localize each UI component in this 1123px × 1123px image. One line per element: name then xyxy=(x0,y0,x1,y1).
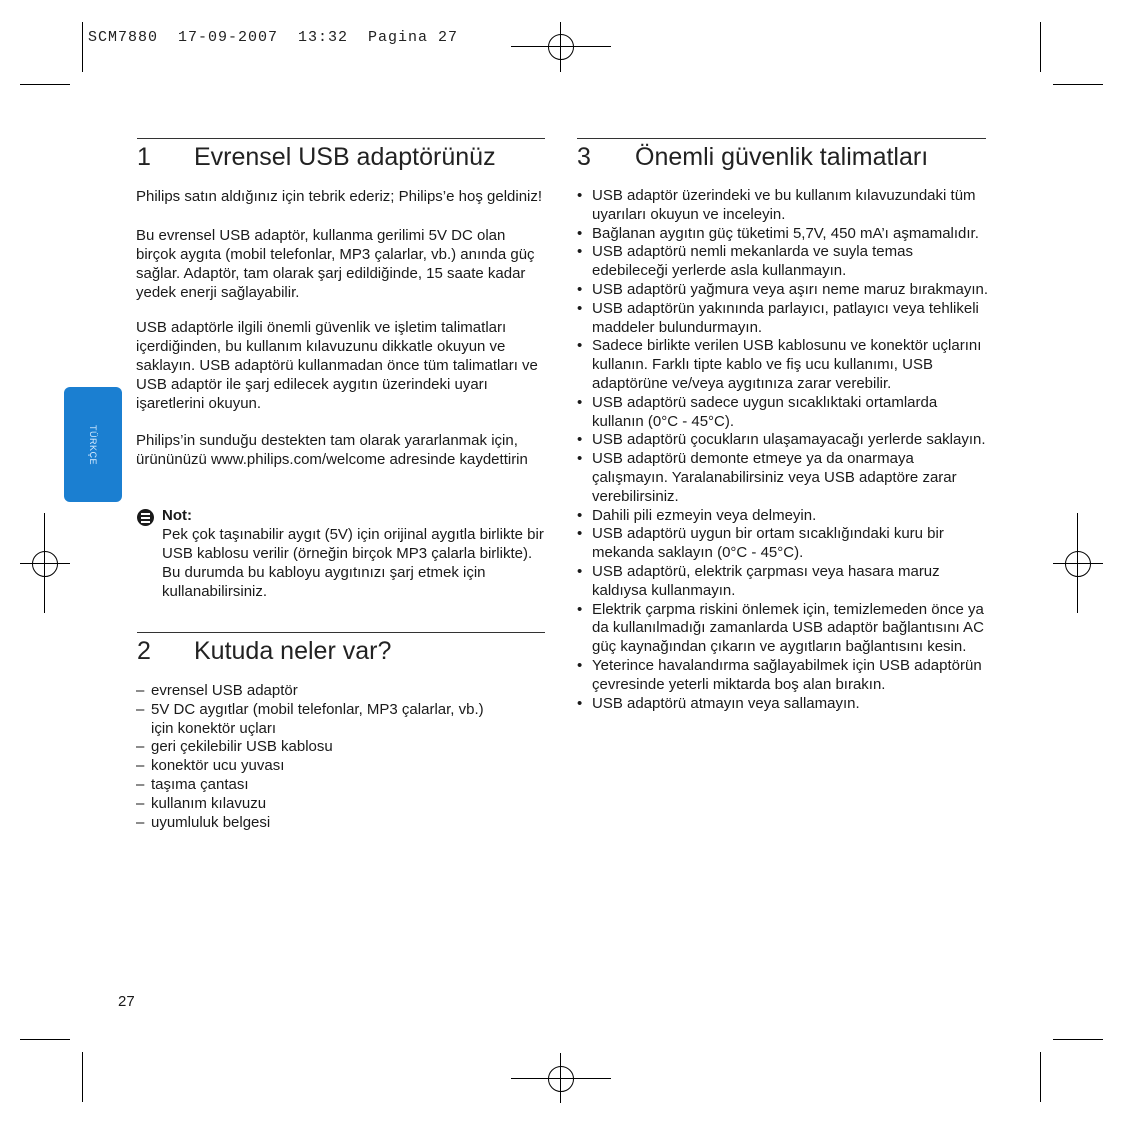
paragraph: Philips’in sunduğu destekten tam olarak yararlanmak için, ürününüzü www.philips.com/welcome adresinde kaydettirin xyxy=(136,432,528,468)
section2-rule xyxy=(137,632,545,633)
note-paragraph: Pek çok taşınabilir aygıt (5V) için orijinal aygıtla birlikte bir USB kablosu verilir (örneğin birçok MP3 çalarla birlikte). Bu durumda bu kabloyu aygıtınızı şarj etmek için kullanabilirsiniz. xyxy=(162,526,544,600)
page-number: 27 xyxy=(118,993,135,1010)
section2-title: Kutuda neler var? xyxy=(194,637,392,665)
print-slug: SCM7880 17-09-2007 13:32 Pagina 27 xyxy=(88,29,459,46)
list-item: – uyumluluk belgesi xyxy=(136,814,506,833)
list-item: – 5V DC aygıtlar (mobil telefonlar, MP3 çalarlar, vb.) için konektör uçları xyxy=(136,701,506,739)
section3-heading xyxy=(577,143,986,175)
note-label: Not: xyxy=(162,507,192,524)
list-item: – konektör ucu yuvası xyxy=(136,757,506,776)
section1-para4 xyxy=(136,431,556,469)
language-tab xyxy=(64,387,122,502)
section1-number: 1 xyxy=(137,143,151,171)
paragraph: Bu evrensel USB adaptör, kullanma gerilimi 5V DC olan birçok aygıta (mobil telefonlar, MP3 çalarlar, vb.) anında güç sağlar. Adaptör, tam olarak şarj edildiğinde, 15 saate kadar yedek enerji sağlayabilir. xyxy=(136,227,535,301)
list-item: • USB adaptörü çocukların ulaşamayacağı yerlerde saklayın. xyxy=(576,431,988,450)
list-item: – geri çekilebilir USB kablosu xyxy=(136,738,506,757)
box-contents-list xyxy=(136,682,506,832)
section3-number: 3 xyxy=(577,143,591,171)
list-item: – evrensel USB adaptör xyxy=(136,682,506,701)
list-item: – kullanım kılavuzu xyxy=(136,795,506,814)
list-item: • USB adaptörü nemli mekanlarda ve suyla temas edebileceği yerlerde asla kullanmayın. xyxy=(576,243,988,281)
list-item: – taşıma çantası xyxy=(136,776,506,795)
list-item: • USB adaptörü, elektrik çarpması veya hasara maruz kaldıysa kullanmayın. xyxy=(576,563,988,601)
language-tab-label: TÜRKÇE xyxy=(88,424,98,465)
section1-rule xyxy=(137,138,545,139)
section3-rule xyxy=(577,138,986,139)
section1-intro xyxy=(136,187,556,206)
section2-number: 2 xyxy=(137,637,151,665)
list-item: • Bağlanan aygıtın güç tüketimi 5,7V, 450 mA’ı aşmamalıdır. xyxy=(576,225,988,244)
list-item: • USB adaptörü demonte etmeye ya da onarmaya çalışmayın. Yaralanabilirsiniz veya USB adaptöre zarar verebilirsiniz. xyxy=(576,450,988,506)
paragraph: Philips satın aldığınız için tebrik ederiz; Philips’e hoş geldiniz! xyxy=(136,188,543,205)
paragraph: USB adaptörle ilgili önemli güvenlik ve işletim talimatları içerdiğinden, bu kullanım kılavuzunu dikkatle okuyun ve saklayın. USB adaptörü kullanmadan önce tüm talimatları ve USB adaptör ile şarj edilecek aygıtın üzerindeki uyarı işaretlerini okuyun. xyxy=(136,319,538,412)
list-item: • USB adaptörü uygun bir ortam sıcaklığındaki kuru bir mekanda saklayın (0°C - 45°C). xyxy=(576,525,988,563)
safety-instructions-list xyxy=(576,187,988,713)
section2-heading xyxy=(137,637,545,669)
note-icon xyxy=(137,509,154,526)
list-item: • USB adaptörü atmayın veya sallamayın. xyxy=(576,695,988,714)
section3-title: Önemli güvenlik talimatları xyxy=(635,143,929,171)
list-item: • Sadece birlikte verilen USB kablosunu ve konektör uçlarını kullanın. Farklı tipte kablo ve fiş ucu kullanımı, USB adaptörüne ve/veya aygıtınıza zarar verebilir. xyxy=(576,337,988,393)
section1-heading xyxy=(137,143,545,175)
section1-title: Evrensel USB adaptörünüz xyxy=(194,143,496,171)
section1-para3 xyxy=(136,318,556,413)
list-item: • USB adaptör üzerindeki ve bu kullanım kılavuzundaki tüm uyarıları okuyun ve inceleyin. xyxy=(576,187,988,225)
note-text xyxy=(162,525,547,601)
list-item: • USB adaptörün yakınında parlayıcı, patlayıcı veya tehlikeli maddeler bulundurmayın. xyxy=(576,300,988,338)
list-item: • Yeterince havalandırma sağlayabilmek için USB adaptörün çevresinde yeterli miktarda boş alan bırakın. xyxy=(576,657,988,695)
list-item: • USB adaptörü yağmura veya aşırı neme maruz bırakmayın. xyxy=(576,281,988,300)
section1-para2 xyxy=(136,226,546,302)
list-item: • USB adaptörü sadece uygun sıcaklıktaki ortamlarda kullanın (0°C - 45°C). xyxy=(576,394,988,432)
list-item: • Dahili pili ezmeyin veya delmeyin. xyxy=(576,507,988,526)
list-item: • Elektrik çarpma riskini önlemek için, temizlemeden önce ya da kullanılmadığı zamanlarda USB adaptör bağlantısını AC güç kaynağından çıkarın ve aygıtların bağlantısını kesin. xyxy=(576,601,988,657)
